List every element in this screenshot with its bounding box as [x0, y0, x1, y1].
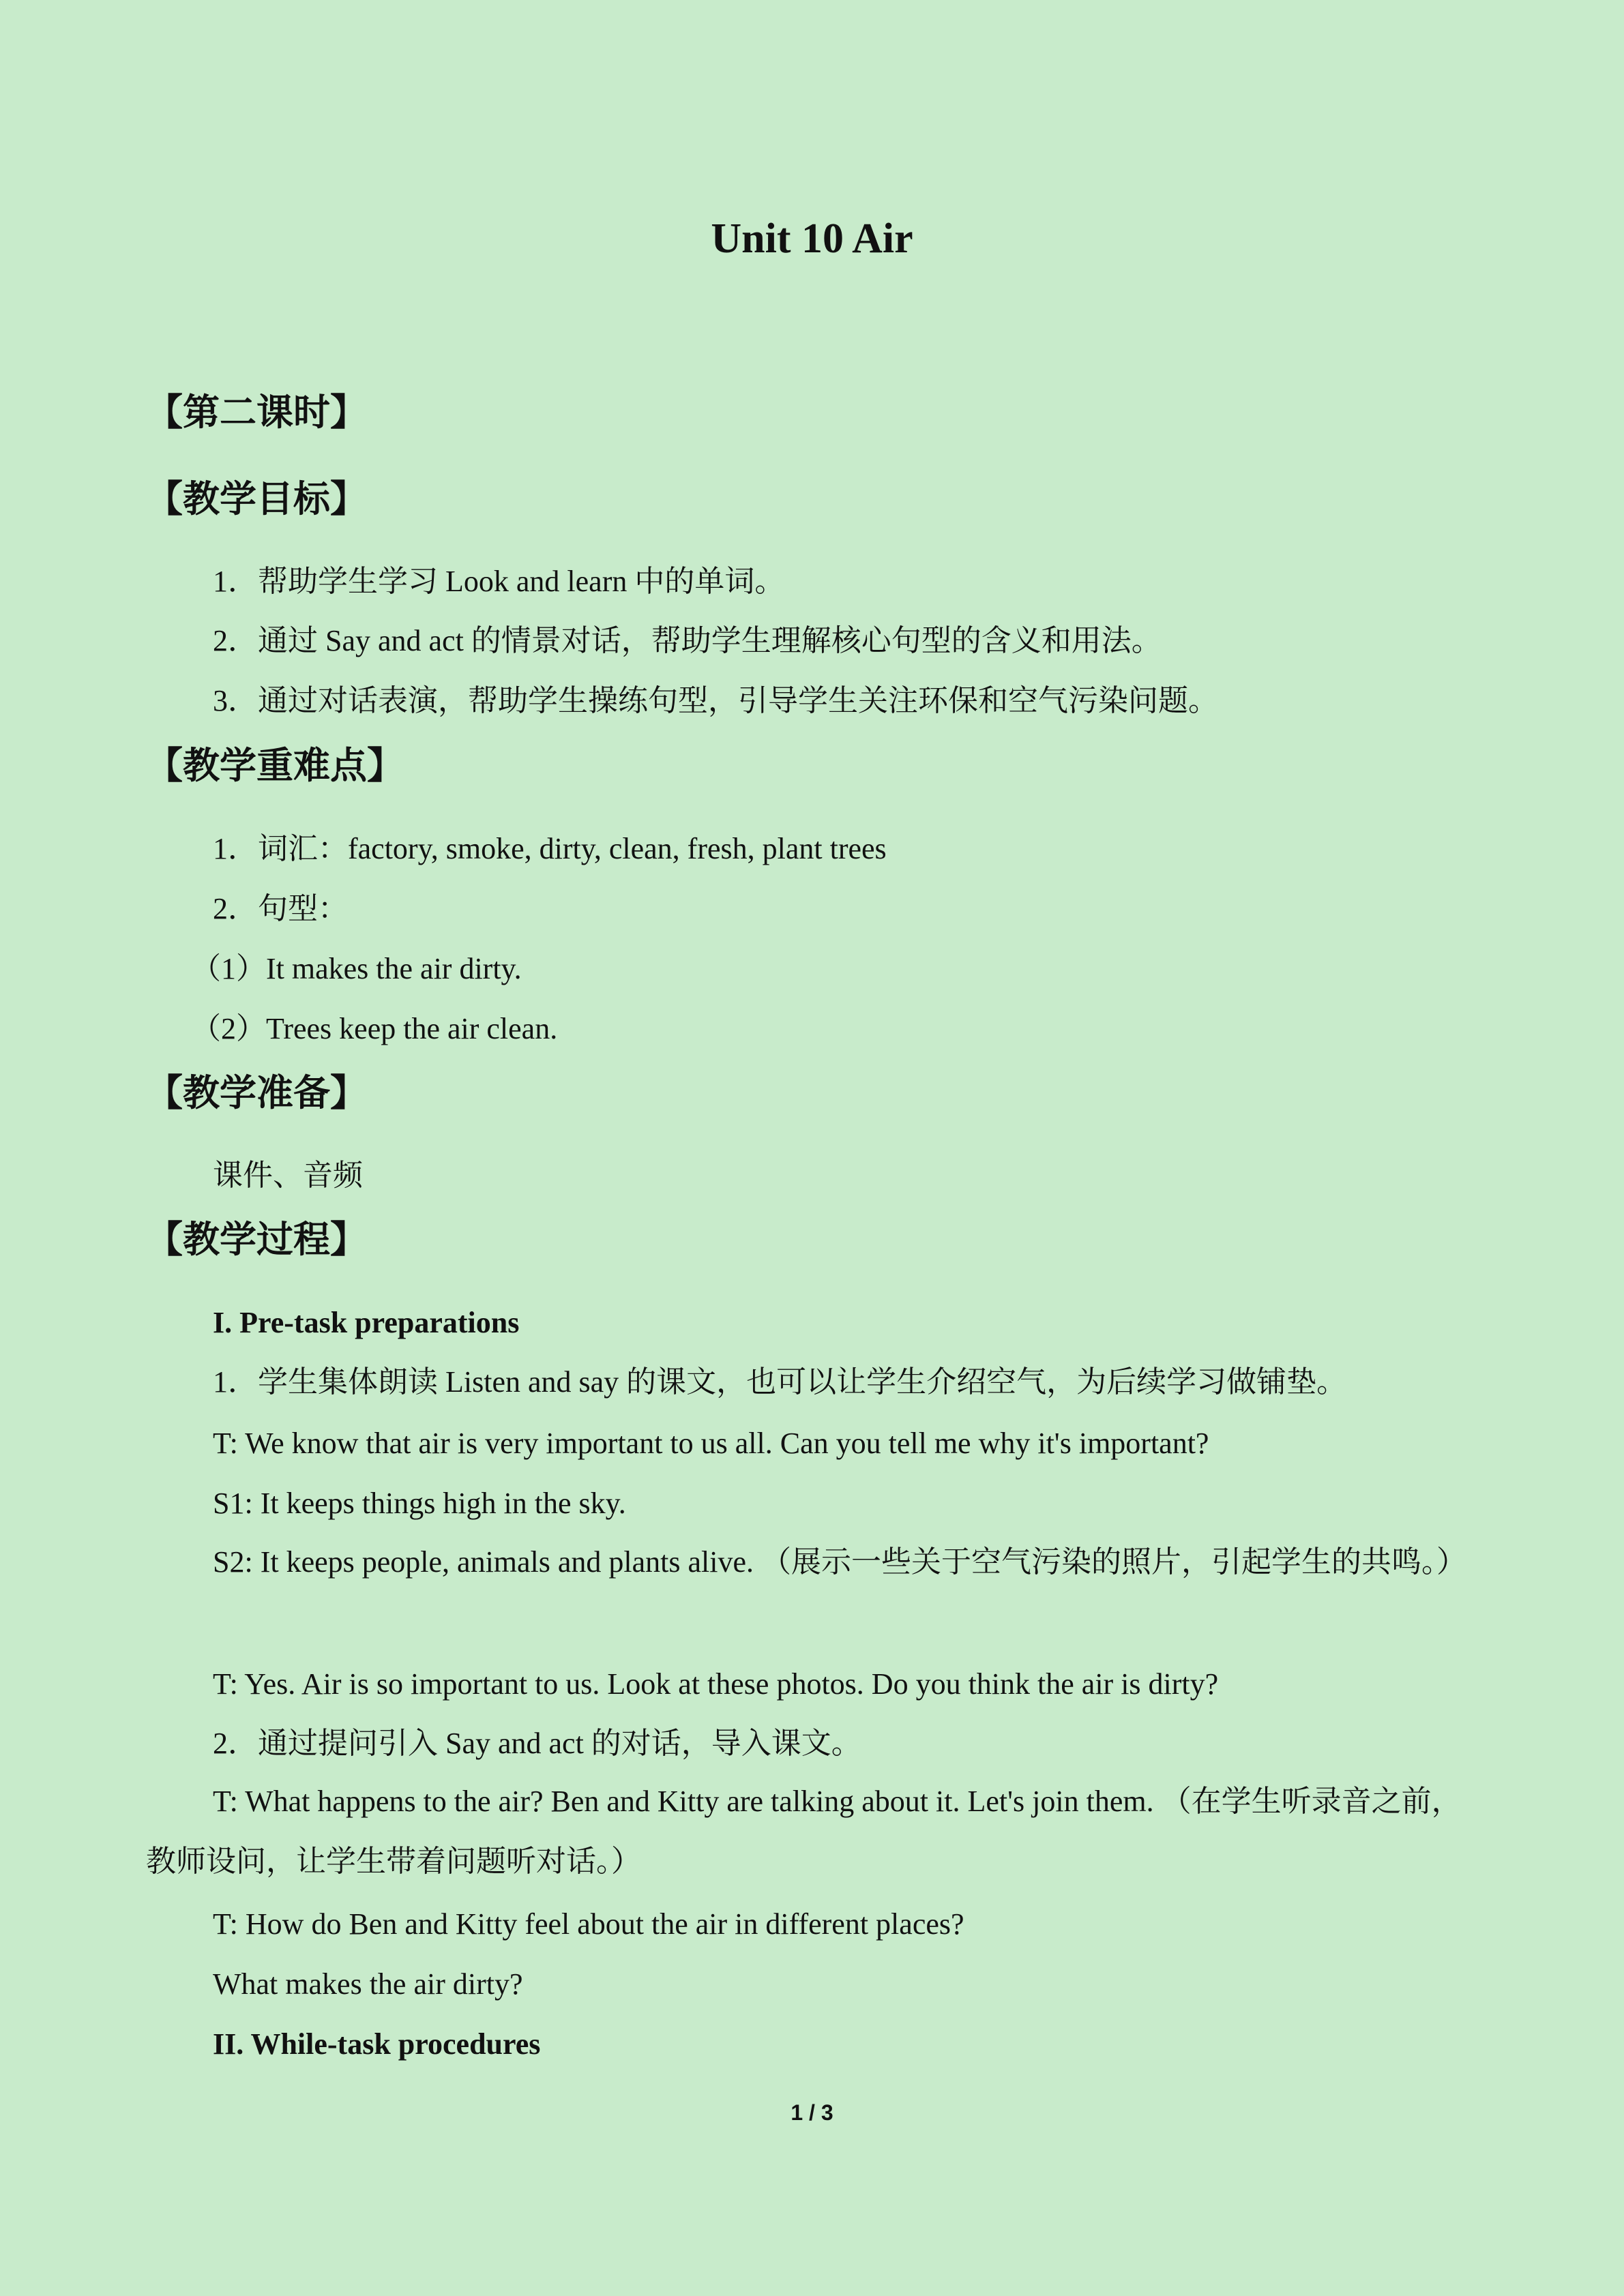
keypoints-heading: 【教学重难点】 [146, 744, 404, 787]
keypoint-item: （2）Trees keep the air clean. [191, 1012, 558, 1045]
keypoint-item: 1．词汇：factory, smoke, dirty, clean, fresh, plant trees [213, 832, 887, 865]
section-title: I. Pre-task preparations [213, 1306, 520, 1339]
page-title: Unit 10 Air [711, 215, 913, 262]
keypoint-item: （1）It makes the air dirty. [191, 952, 522, 985]
process-line: 2．通过提问引入 Say and act 的对话，导入课文。 [213, 1727, 861, 1760]
objective-item: 1．帮助学生学习 Look and learn 中的单词。 [213, 565, 785, 598]
process-line: T: We know that air is very important to us all. Can you tell me why it's important? [213, 1427, 1209, 1460]
process-line: S1: It keeps things high in the sky. [213, 1487, 626, 1520]
section-title: II. While-task procedures [213, 2027, 541, 2061]
objectives-heading: 【教学目标】 [146, 477, 367, 520]
process-line: T: Yes. Air is so important to us. Look at these photos. Do you think the air is dirty? [213, 1667, 1219, 1701]
process-heading: 【教学过程】 [146, 1218, 367, 1261]
keypoint-item: 2．句型： [213, 892, 348, 925]
period-heading: 【第二课时】 [146, 391, 367, 434]
objective-item: 2．通过 Say and act 的情景对话，帮助学生理解核心句型的含义和用法。 [213, 624, 1162, 657]
process-paragraph: T: What happens to the air? Ben and Kitty are talking about it. Let's join them. （在学生听录音之前，教师设问，让学生带着问题听对话。） [146, 1785, 1462, 1878]
objective-item: 3．通过对话表演，帮助学生操练句型，引导学生关注环保和空气污染问题。 [213, 684, 1218, 717]
page-number: 1 / 3 [791, 2100, 833, 2125]
process-paragraph: S2: It keeps people, animals and plants alive. （展示一些关于空气污染的照片，引起学生的共鸣。） [213, 1545, 1467, 1579]
process-line: What makes the air dirty? [213, 1967, 523, 2001]
process-line: T: How do Ben and Kitty feel about the air in different places? [213, 1907, 964, 1941]
process-line: 1．学生集体朗读 Listen and say 的课文，也可以让学生介绍空气，为后续学习做铺垫。 [213, 1365, 1347, 1399]
preparation-heading: 【教学准备】 [146, 1071, 367, 1114]
preparation-text: 课件、音频 [213, 1159, 363, 1192]
